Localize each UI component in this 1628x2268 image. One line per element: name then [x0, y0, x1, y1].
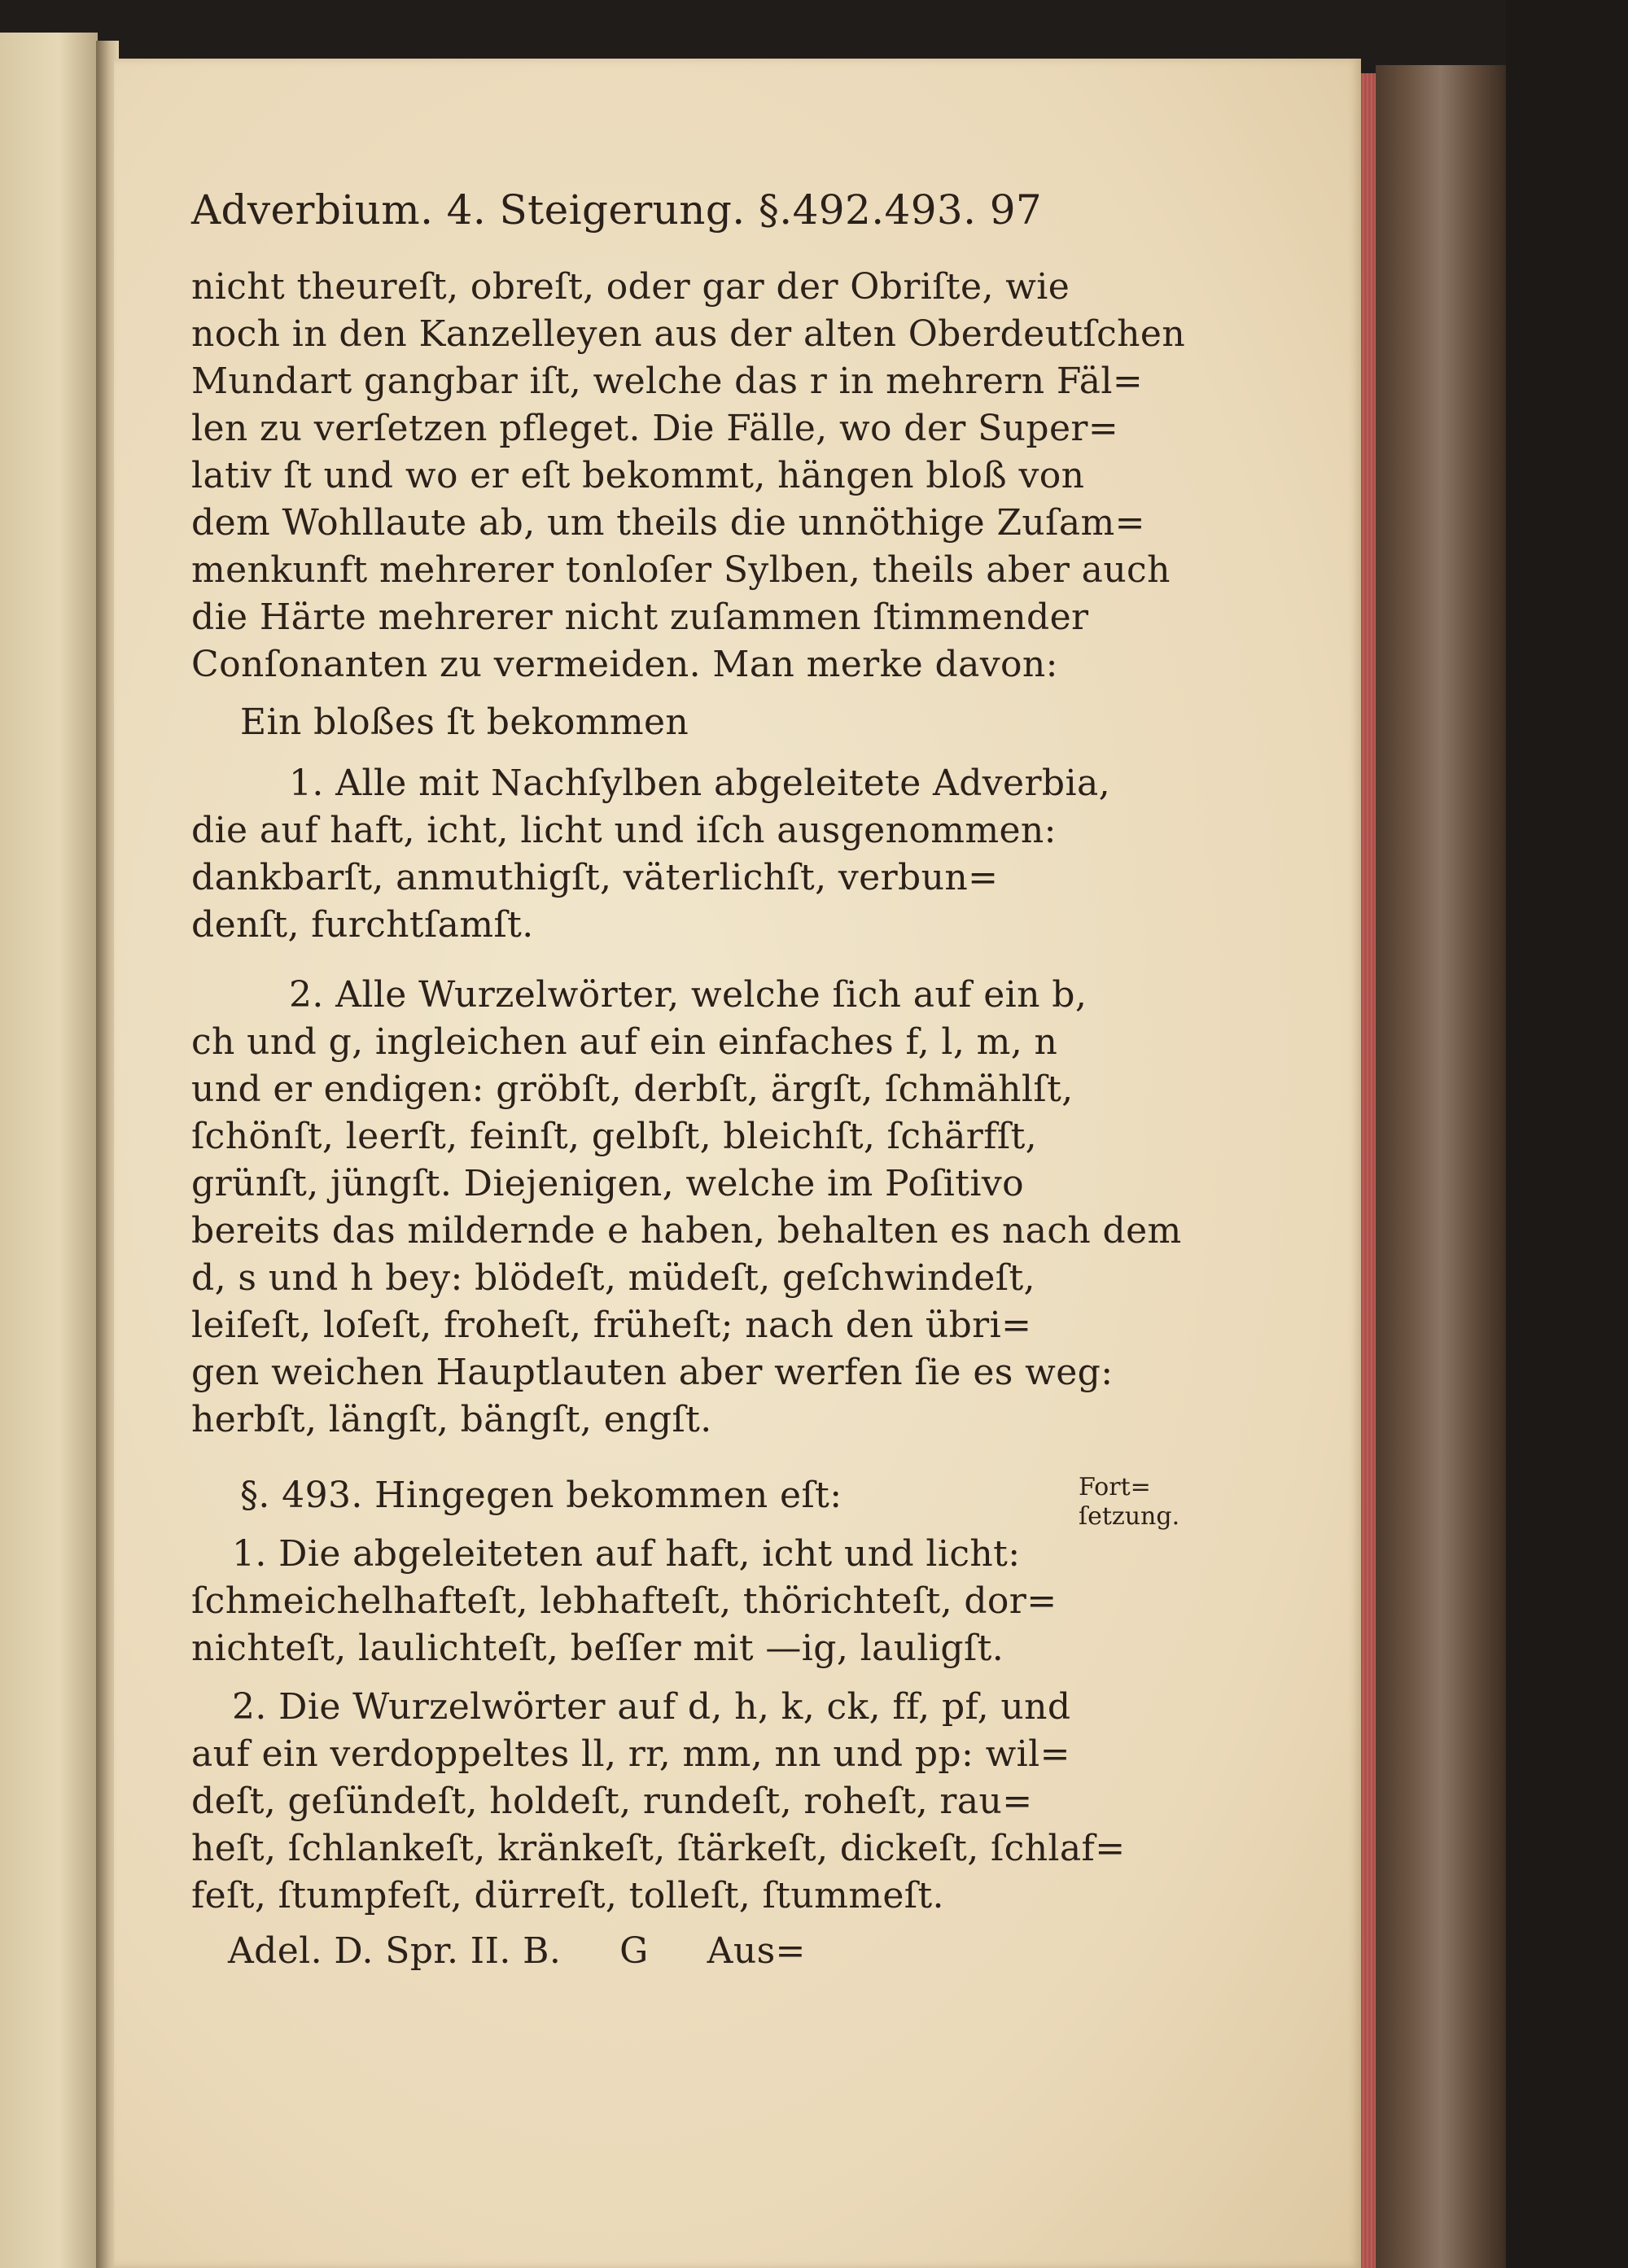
facing-page-edge	[0, 33, 98, 2268]
text-line: 2. Alle Wurzelwörter, welche ſich auf ein b,	[289, 974, 1088, 1016]
text-line: gen weichen Hauptlauten aber werfen ſie es weg:	[191, 1352, 1114, 1393]
text-line: Conſonanten zu vermeiden. Man merke davon:	[191, 644, 1058, 685]
text-line: 1. Alle mit Nachſylben abgeleitete Adverbia,	[289, 763, 1110, 804]
text-line: menkunft mehrerer tonloſer Sylben, theils aber auch	[191, 549, 1171, 591]
text-line: dem Wohllaute ab, um theils die unnöthige Zuſam=	[191, 502, 1145, 544]
text-line: und er endigen: gröbſt, derbſt, ärgſt, ſchmählſt,	[191, 1068, 1074, 1110]
margin-note-line: ſetzung.	[1079, 1502, 1180, 1531]
text-line: bereits das mildernde e haben, behalten es nach dem	[191, 1210, 1182, 1252]
text-line: 1. Die abgeleiteten auf haft, icht und licht:	[232, 1533, 1021, 1575]
section-subheading: Ein bloßes ſt bekommen	[240, 701, 689, 743]
text-line: leiſeſt, loſeſt, froheſt, früheſt; nach den übri=	[191, 1304, 1032, 1346]
text-line: auf ein verdoppeltes ll, rr, mm, nn und pp: wil=	[191, 1733, 1070, 1775]
background-right	[1506, 0, 1628, 2268]
text-line: denſt, furchtſamſt.	[191, 904, 534, 946]
text-line: grünſt, jüngſt. Diejenigen, welche im Poſitivo	[191, 1163, 1024, 1204]
text-line: ſchmeichelhafteſt, lebhafteſt, thörichteſt, dor=	[191, 1580, 1057, 1622]
text-line: 2. Die Wurzelwörter auf d, h, k, ck, ff, pf, und	[232, 1686, 1071, 1728]
margin-note-line: Fort=	[1079, 1473, 1151, 1501]
text-line: die Härte mehrerer nicht zuſammen ſtimmender	[191, 596, 1089, 638]
text-line: Mundart gangbar iſt, welche das r in mehrern Fäl=	[191, 361, 1144, 402]
book-cover-edge	[1376, 65, 1506, 2268]
text-line: len zu verſetzen pfleget. Die Fälle, wo der Super=	[191, 408, 1119, 449]
text-line: dankbarſt, anmuthigſt, väterlichſt, verbun=	[191, 857, 999, 898]
text-line: die auf haft, icht, licht und iſch ausgenommen:	[191, 810, 1057, 851]
margin-note	[1079, 1473, 1180, 1532]
text-line: heſt, ſchlankeſt, kränkeſt, ſtärkeſt, dickeſt, ſchlaf=	[191, 1828, 1126, 1869]
text-line: deſt, geſündeſt, holdeſt, rundeſt, roheſt, rau=	[191, 1781, 1033, 1822]
text-line: noch in den Kanzelleyen aus der alten Oberdeutſchen	[191, 313, 1186, 355]
text-line: ſchönſt, leerſt, feinſt, gelbſt, bleichſt, ſchärfſt,	[191, 1116, 1038, 1157]
page-footer: Adel. D. Spr. II. B. G Aus=	[228, 1930, 806, 1972]
text-line: nicht theureſt, obreſt, oder gar der Obriſte, wie	[191, 266, 1070, 308]
text-line: lativ ſt und wo er eſt bekommt, hängen bloß von	[191, 455, 1085, 496]
text-line: ch und g, ingleichen auf ein einfaches f, l, m, n	[191, 1021, 1058, 1063]
text-line: d, s und h bey: blödeſt, müdeſt, geſchwindeſt,	[191, 1257, 1035, 1299]
running-header: Adverbium. 4. Steigerung. §.492.493. 97	[191, 186, 1043, 234]
section-heading-493: §. 493. Hingegen bekommen eſt:	[240, 1475, 842, 1516]
text-line: herbſt, längſt, bängſt, engſt.	[191, 1399, 712, 1440]
text-line: nichteſt, laulichteſt, beſſer mit —ig, lauligſt.	[191, 1628, 1004, 1669]
text-line: feſt, ſtumpfeſt, dürreſt, tolleſt, ſtummeſt.	[191, 1875, 944, 1916]
